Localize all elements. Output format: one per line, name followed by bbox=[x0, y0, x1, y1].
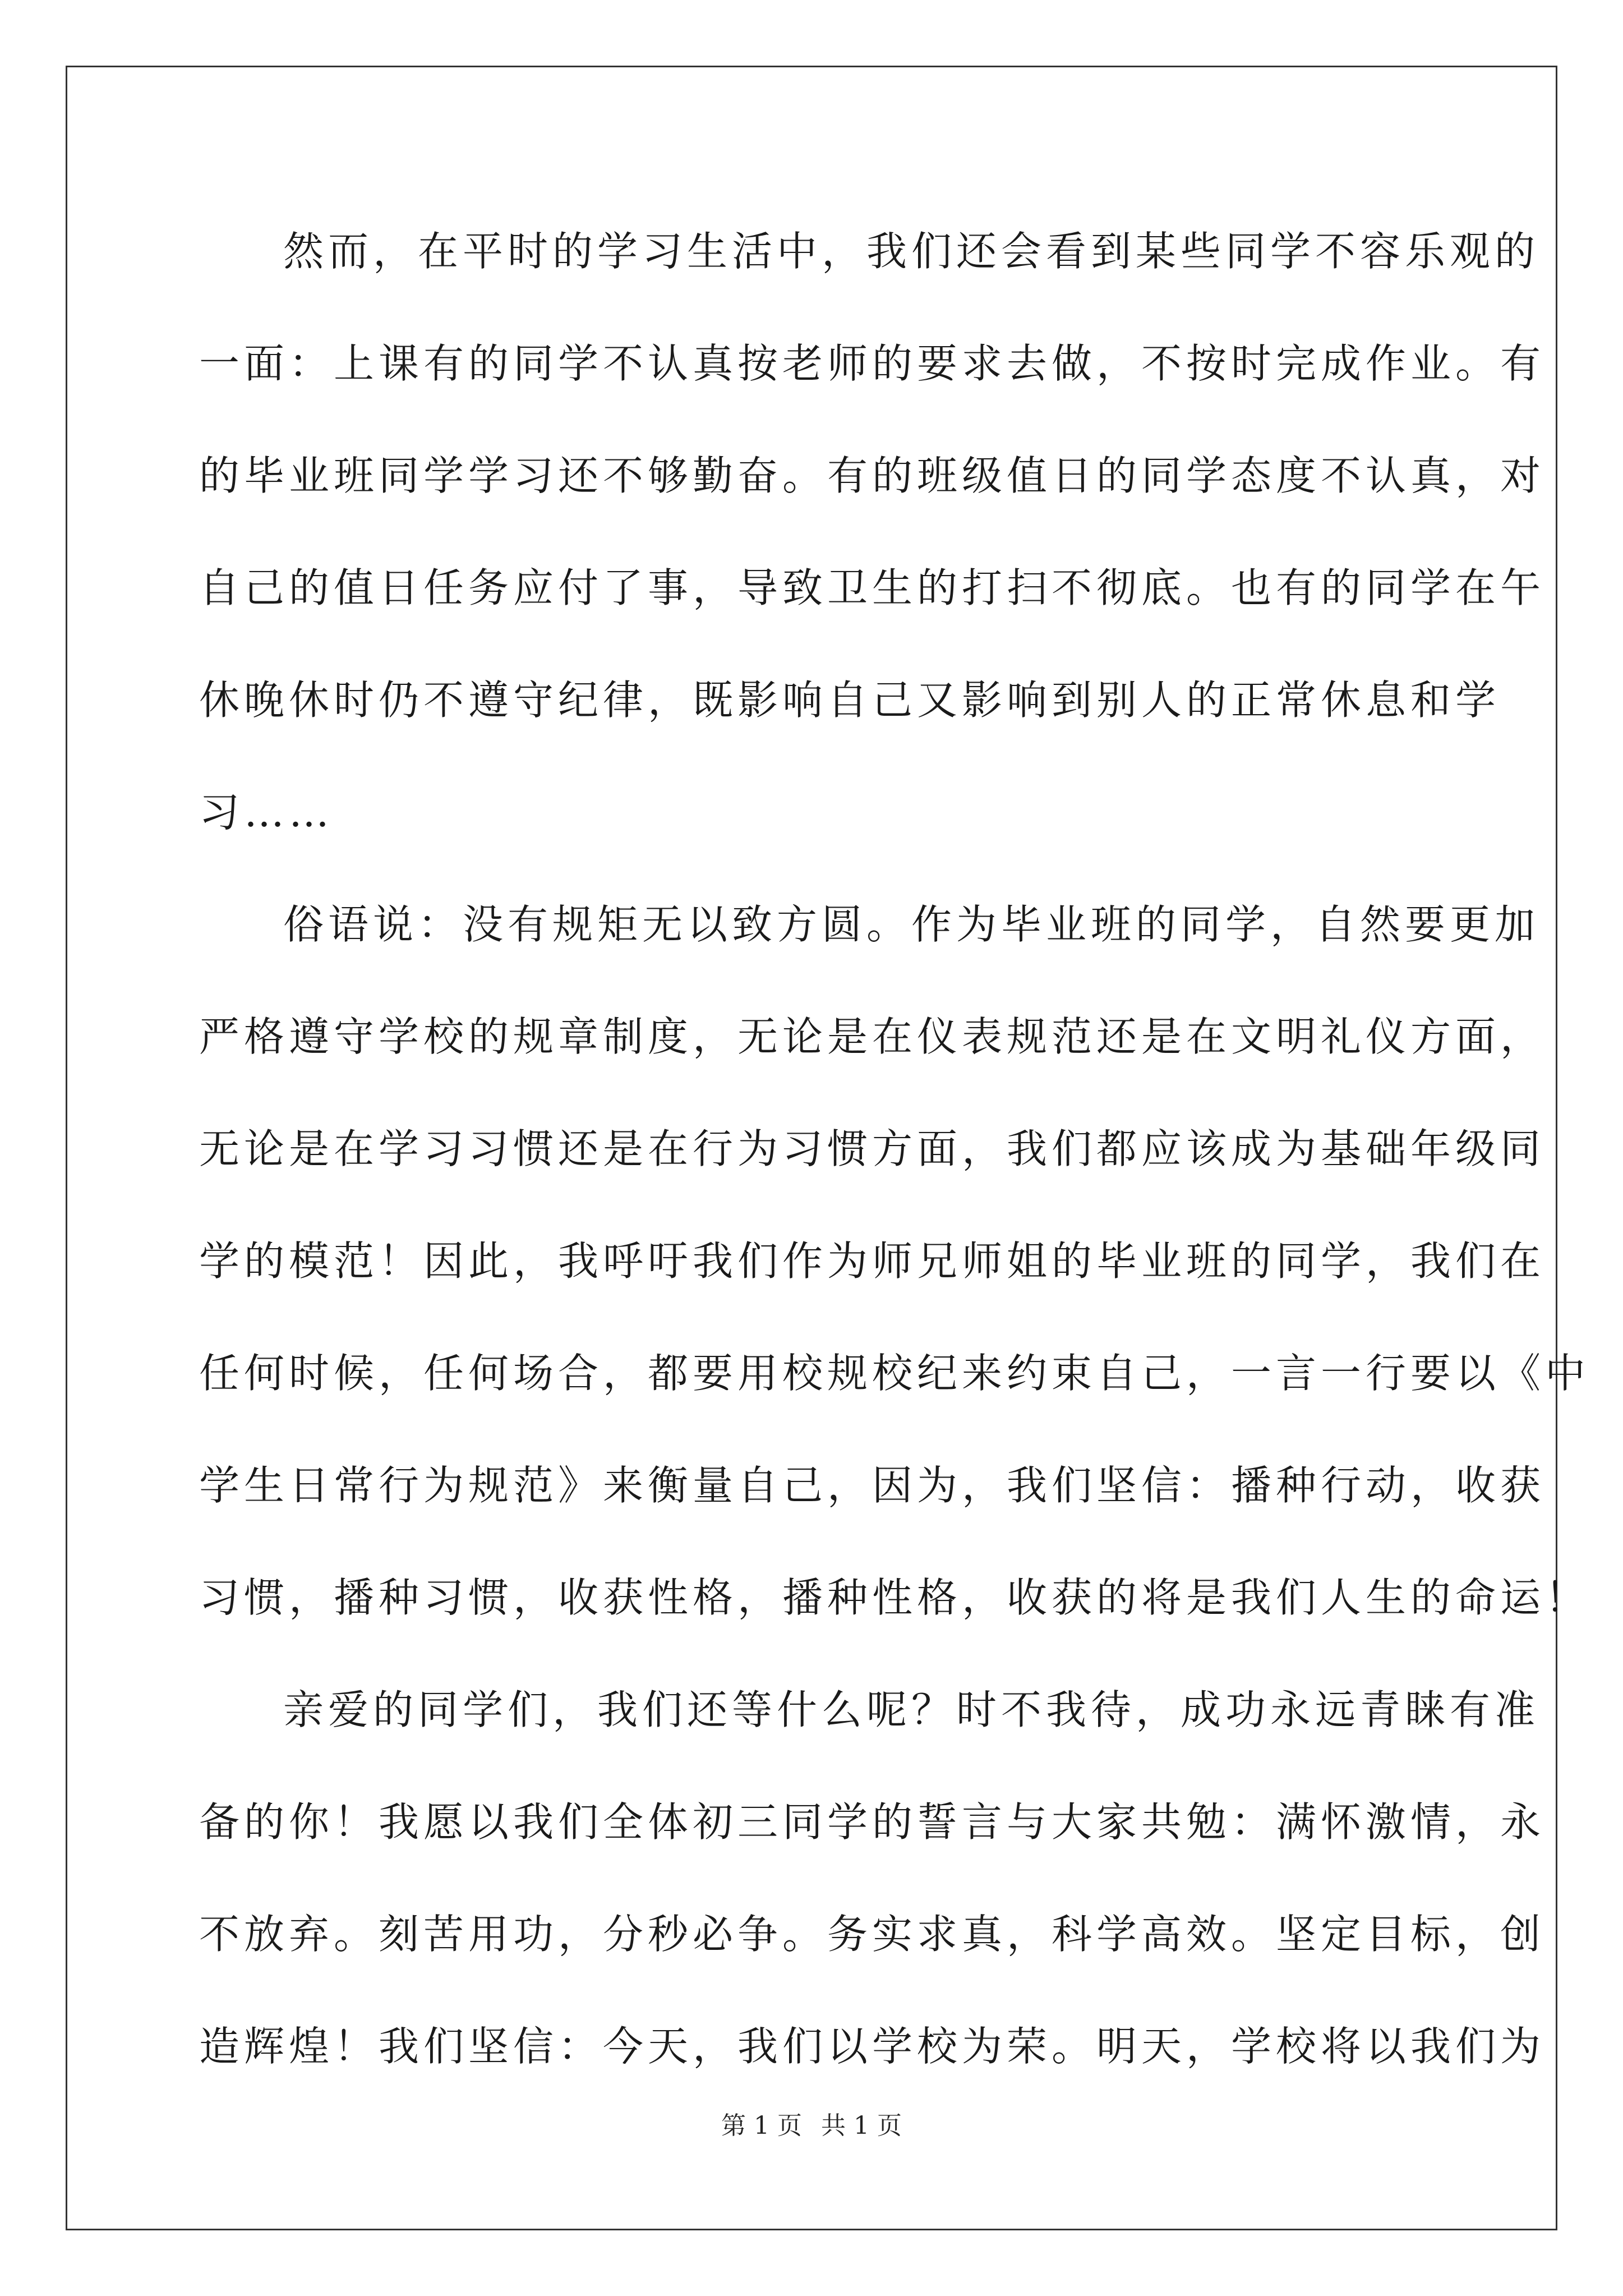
text-line: 无论是在学习习惯还是在行为习惯方面，我们都应该成为基础年级同 bbox=[199, 1125, 1546, 1172]
text-line: 造辉煌！我们坚信：今天，我们以学校为荣。明天，学校将以我们为 bbox=[199, 2023, 1546, 2070]
page-total: 共 1 页 bbox=[821, 2111, 902, 2140]
text-line: 一面：上课有的同学不认真按老师的要求去做，不按时完成作业。有 bbox=[199, 340, 1546, 387]
text-line: 习惯，播种习惯，收获性格，播种性格，收获的将是我们人生的命运！ bbox=[199, 1574, 1590, 1621]
text-line: 亲爱的同学们，我们还等什么呢？时不我待，成功永远青睐有准 bbox=[283, 1686, 1540, 1733]
text-line: 严格遵守学校的规章制度，无论是在仪表规范还是在文明礼仪方面， bbox=[199, 1013, 1546, 1060]
text-line: 学生日常行为规范》来衡量自己，因为，我们坚信：播种行动，收获 bbox=[199, 1462, 1546, 1509]
text-line: 学的模范！因此，我呼吁我们作为师兄师姐的毕业班的同学，我们在 bbox=[199, 1237, 1546, 1285]
text-line: 休晚休时仍不遵守纪律，既影响自己又影响到别人的正常休息和学 bbox=[199, 677, 1501, 724]
text-line: 备的你！我愿以我们全体初三同学的誓言与大家共勉：满怀激情，永 bbox=[199, 1798, 1546, 1846]
text-line: 任何时候，任何场合，都要用校规校纪来约束自己，一言一行要以《中 bbox=[199, 1350, 1590, 1397]
text-line: 然而，在平时的学习生活中，我们还会看到某些同学不容乐观的 bbox=[283, 228, 1540, 275]
text-line: 习…… bbox=[199, 789, 334, 836]
document-body bbox=[199, 195, 1590, 2102]
text-line: 不放弃。刻苦用功，分秒必争。务实求真，科学高效。坚定目标，创 bbox=[199, 1911, 1546, 1958]
page-footer bbox=[0, 2109, 1623, 2143]
text-line: 俗语说：没有规矩无以致方圆。作为毕业班的同学，自然要更加 bbox=[283, 901, 1540, 948]
page-number: 第 1 页 bbox=[721, 2111, 802, 2140]
text-line: 的毕业班同学学习还不够勤奋。有的班级值日的同学态度不认真，对 bbox=[199, 452, 1546, 499]
text-line: 自己的值日任务应付了事，导致卫生的打扫不彻底。也有的同学在午 bbox=[199, 564, 1546, 611]
